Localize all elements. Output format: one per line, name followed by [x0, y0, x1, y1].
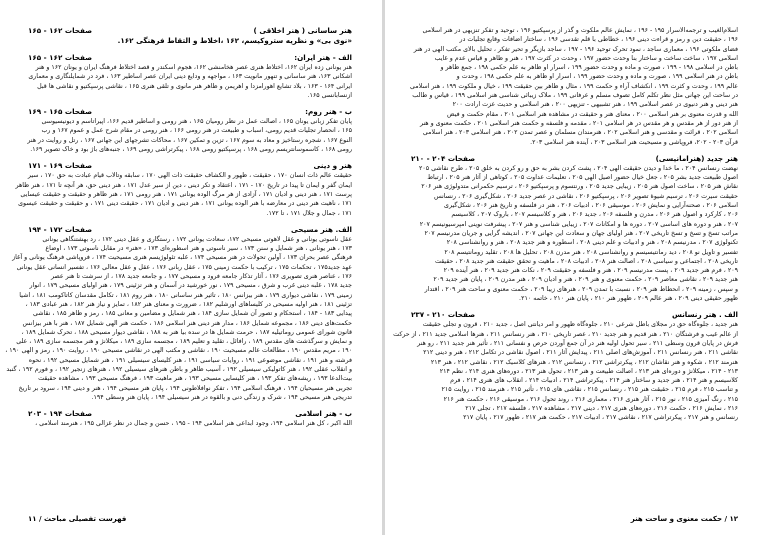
body-line: تفسیر و تاویل نو ۲۰۸ ، دید رمانتیسیسم و روانشناسی ۲۰۸ ، هنر مدرن ۲۰۸ ، تحلیل ها ۲۰۸ ، تقلید رومانتیسم ۲۰۸ [444, 248, 738, 256]
body-line: ۱۷۳ ، هنر یونانی ، هنر شمایل و سنن ۱۷۳ ، سیر ناسوتی و هنر اسطوره‌ای ۱۷۳ ، «هنر» در مقابل ناسوتی ۱۷۳ ، اوضاع [45, 245, 352, 253]
body-line: ۲۱۳ - ۲۱۴ ، میکلانژ و دوره‌ای هنر ۲۱۳ ، اصالت طبیعت و هنر ۲۱۳ ، تحول هنر ۲۱۳ ، دوره‌های هنری ۲۱۴ ، نظم ۲۱۴ [439, 367, 738, 375]
body-line: پایان تفکر زبانی یونان ۱۶۵ ، اصالت عمل در نظر رومیان ۱۶۵ ، هنر رومی و اساطیر قدیم ۱۶۶، اپیراتاسم و دیونیسیوسی [41, 118, 352, 126]
section-title: الف . هنر رنسانس [671, 310, 738, 320]
section-heading [411, 154, 738, 164]
body-line: ظهور حقیقی دینی ۲۰۹ ، هنر عالم ۲۰۹ ، ظهور هنر ۲۱۰ ، پایان هنر ۲۱۰ ، خاتمه ۲۱۰. [519, 295, 738, 303]
body-line: باطن در اسلامی ۱۹۸ - ۱۹۹ ، صورت و ماده و وحدت حضور ۱۹۹ ، اسرار او ظاهر به علم حکمی ۱۹۸ ، جمع ظاهر و [440, 64, 738, 72]
body-line: ۱۷۶ ، عناصر هنری تصویری ۱۷۶ ، آثار تذکار جامعه فرود و مسیحی ۱۷۷ ، و جامعه جدید ۱۷۸ ، از سرشت تا هنر عصر [50, 273, 352, 281]
body-line: پرست ۱۷۱ ، هنر دینی و ادیان ۱۷۱ ، آزادی از هر مرگ الوده یونانی ۱۷۱ ، هنر رومی ۱۷۱ ، هنر ظاهر و حقیقت و حقیقت عیسایی [20, 190, 352, 198]
body-line: عالم ۱۹۹ ، وحدت و کثرت ۱۹۹ ، انکشاف آراء و حکمت ۱۹۹ ، مثال و ظاهر بین حقیقت ۱۹۹ ، خیال و ملکوت ۱۹۹ ، هنر اسلامی [410, 82, 738, 90]
body-line: اشکانی ۱۶۳، هنر ساسانی و تنهور مانویت ۱۶۳ ، مواجهه و ودایع دینی ایران عصر اساطیر ۱۶۳ ، فرد در شمایلنگاری و معماری [28, 73, 352, 81]
body-line: حقیقت عالم ذات انسان ۱۷۰ ، حقیقت ، ظهور و الکشاف حقیقت ذات الهی ۱۷۰ ، سابقه وتالاب قیام عبادت به حق ۱۷۰ ، سیر [27, 172, 352, 180]
body-line: ۱۹۰ ، مریم مقدس ۱۹۰ ، مطالعات عالم مسیحیت ۱۹۰ ، نقاشی و مکتب الهی در نقاشی مسیحی ۱۹۰ ، روایت ۱۹۰ ، رمز و الهی ۱۹۰ ، [5, 347, 352, 355]
right-page [385, 0, 768, 535]
toc-section [28, 26, 352, 46]
section-title: الف. هنر مسیحی [291, 224, 352, 234]
section-body [28, 419, 352, 428]
body-line: تکنولوژی ۲۰۷ ، مدرنیسم ۲۰۸ ، هنر و ادبیات و علم دینی ۲۰۸ ، اسطوره و هنر جدید ۲۰۸ ، هنر و روانشناسی ۲۰۸ [446, 239, 738, 247]
body-line: فرشته و هنر ۱۹۱ ، نقاشی موضوعی ۱۹۱ ، روایات سیاسی ۱۹۱ ، هنر کلیسای سیسیلی ۱۹۱ ، هنر شمایل مسیحی ۱۹۲ ، نحوه [28, 356, 352, 364]
body-line: ۲۰۶ ، کارکرد و اصول هنر ۲۰۶ ، مدرن و فلسفه ۲۰۶ ، جدید ۲۰۶ ، هنر و کلاسیسم ۲۰۷ ، باروک ۲۰۷ ، کلاسیسم [451, 211, 738, 219]
section-heading [411, 310, 738, 320]
section-body [28, 63, 352, 100]
body-line: در ساحت این جهانی مثل نظر تکلم کامل تصوف مسلم و عرفانی ۱۹۹ ، ملاک زیبائی شناسی هنر اسلامی ۱۹۹ ، قیاس و طالب [412, 92, 738, 100]
body-line: و انقلاب عقلی ۱۹۲ ، هنر کاتولیکی سیسیلی ۱۹۲ ، آسیب ظاهر و باطن هنرهای سیسیلی ۱۹۲ ، هنرهای زنجیر ۱۹۲ ، و فورم ۱۹۲ ، گنبد [6, 366, 352, 374]
body-line: هنر جدید ۲۰۹ ، نقاشی معاصر ۲۰۹ ، حکمت معنوی و هنر ۲۰۹ ، هنر و ادیان ۲۰۹ ، هنر مدرن ۲۰۹ ، پایان هنر جدید ۲۰۹ [433, 276, 738, 284]
toc-section [15, 161, 352, 217]
section-title: هنر ساسانی ( هنر اخلاقی ) [253, 26, 352, 35]
body-line: ازنسابانسی ۱۶۵. [307, 91, 352, 99]
body-line: مراتب تسخ و تسخ و تسخ تاریخی ۲۰۷ ، هنر اولیای جهان و سعادت این جهانی ۲۰۷ ، اندیشه گرایی و جریان مدرنیسم ۲۰۷ [424, 229, 738, 237]
body-line: فضای ملکوتی ۱۹۶ ، معماری ساجد ، نمود تحرک توحید ۱۹۶ - ۱۹۷ ، ساجد بازیگر و تحیر تفکر ، تحلیل بالای مکتب الهی در هنر [413, 45, 738, 53]
toc-section [411, 26, 738, 147]
body-line: هنر یونانی زده ایران ۱۶۲، اختلاط هنری عصر هخامنشی ۱۶۲، هجوم اسکندر و قصد اختلاط فرهنگ ایران و یونان ۱۶۲ و هنر [35, 64, 352, 71]
section-body [393, 320, 738, 422]
section-body [15, 171, 352, 217]
section-page-range: صفحات ۱۶۹ - ۱۷۱ [28, 161, 93, 171]
body-line: حقیقت سیرت ۲۰۶ ، ترسیم شیوهٔ تصویر ۲۰۶ ، پرسپکتیو ۲۰۶ ، نقاشی در عصر جدید ۲۰۶ ، شکل‌گیری ۲۰۶ ، رنسانس [433, 192, 738, 200]
body-line: و تناسب ۲۱۵ ، فرم ۲۱۵ ، حقیقت هنر ۲۱۵ ، رنسانس ۲۱۵ ، نقاشی های ۲۱۵ ، تأثیر ۲۱۵ ، هنرمند ۲۱۵ ، روایت ۲۱۵ [441, 386, 738, 394]
body-line: عهد جدید۱۷۵ ، تحکمات ۱۷۵ ، ترکیب با حکمت زمینی ۱۷۵ ، عقل ربانی ۱۷۶ ، عقل و عقل معالی ۱۷۶ ، تفسیر انسانی عقل یونانی [16, 263, 352, 271]
body-line: اسلامی ۲۰۶ ، صحنه‌آرایی و نمایش ۲۰۶ ، موسیقی ۲۰۶ ، ادبیات ۲۰۶ ، هنر در فلسفه و تاریخ هنر ۲۰۶ ، شکل‌گیری [444, 202, 738, 210]
body-line: تدریجی هنر مسیحی ۱۹۴ ، شرک و زندگی دنی و بالقوه در هنر سیسیلی ۱۹۴ ، پایان هنر وسطی ۱۹۴. [91, 393, 352, 401]
body-line: زمینی ۱۷۹ ، نقاشی دیواری ۱۷۹ ، هنر بیزانس ۱۸۰ ، تاثیر هنر ساسانی ۱۸۰ ، هنر روم ۱۸۱ ، تکامل مقدسان کاتاکومب ۱۸۱ ، اشیا [19, 291, 352, 299]
page-folio: ۱۲ / حکمت معنوی و ساحت هنر [630, 515, 738, 523]
toc-section [411, 154, 738, 303]
page-folio: فهرست تفصیلی مباحث / ۱۱ [28, 515, 127, 523]
section-page-range: صفحات ۱۷۲ - ۱۹۴ [28, 224, 93, 234]
body-line: ۲۱۵ ، رنگ آمیزی ۲۱۵ ، نور ۲۱۵ ، آثار هنری ۲۱۶ ، معماری ۲۱۶ ، روند تحول ۲۱۶ ، موسیقی ۲۱۶ ، حکمت هنر ۲۱۶ [443, 395, 738, 403]
body-line: از عالم غیب و فرشتگان ۲۱۰ ، هنر قدیم و هنر جدید ۲۱۰ ، عصر تاریخی ۲۱۰ ، هنر رنسانس ۲۱۱ ، هنرها اسلامی جدید ۲۱۱ ، از حرکت [393, 330, 738, 338]
section-body [411, 26, 738, 147]
section-title: هنر و دینی [313, 161, 352, 171]
body-line: نهضت رنسانس ۲۰۴ ، ما خدا و دیدن حقیقت الهی ۲۰۴ ، پشت کردن بشر به حق و رو کردن به خلق ۲۰۵ ، طرح نقاشی ۲۰۵ [418, 164, 738, 172]
body-line: رنسانس و هنر ۲۱۷ ، پیکرتراشی ۲۱۷ ، نقاشی ۲۱۷ ، ادبیات ۲۱۷ ، حکمت هنر ۲۱۷ ، ظهور ۲۱۷ ، پایان ۲۱۷ [463, 414, 738, 422]
body-line: و سپس ، زمینه ۲۰۹ ، انحطاط هنر ۲۰۹ ، نسبت با تمدن ۲۰۹ ، هنرهای زیبا ۲۰۹ ، حکمت معنوی و ساحت هنر ۲۰۹ ، اقتدار [424, 285, 738, 293]
body-line: نقاش هنر ۲۰۵ ، ساخت اصول هنر ۲۰۵ ، زیبایی جدید ۲۰۵ ، ورنتسوم و پرسپکتیو ۲۰۶ ، ترسیم حکمرانی متدولوژی هنر ۲۰۶ [421, 183, 738, 191]
section-heading [28, 161, 352, 171]
body-line: ۱۹۶ ، حقیقت دین و رمز و قراءت دینی ۱۹۶ ، خطاطی با قلم تقدسی ۱۹۶ ، ساختار اضافات وقایع تجلیات در [459, 36, 738, 44]
body-line: بیت‌الدعا ۱۹۳ ، ریشه‌های تفکر ۱۹۳ ، هنر کلیسایی مسیحی ۱۹۳ ، هنر ماهیت ۱۹۳ ، فرهنگ مسیحی ۱۹۳ ، مشاهده حقیقت [38, 375, 352, 383]
toc-section [5, 224, 352, 402]
body-line: اسلامی ۱۹۷ ، ساخت ساخت و ساختار بنا وحدت حضور ۱۹۷ ، وحدت در کثرت ۱۹۷ ، هنر و ظاهر و قیاس عدم و غایب [434, 54, 738, 62]
toc-section [393, 310, 738, 422]
body-line: عقل ناسوتی یونانی و عقل لاهوتی مسیحی ۱۷۲، سعادت یونانی ۱۷۲ ، رستگاری و عقل دینی ۱۷۲ ، رد بهشتنگاهی یونانی [42, 235, 352, 243]
body-line: هنر دینی و هنر دنیوی در عصر اسلامی ۱۹۹ ، هنر تشبیهی - تنزیهی ۲۰۰ ، هنر اسلامی و حدیث عزت ارادت ۲۰۰ [452, 101, 738, 109]
body-line: ۲۰۹ ، فرم هنر جدید ۲۰۹ ، پست مدرنیسم ۲۰۹ ، هنر و فلسفه و حقیقت ۲۰۹ ، نکات هنر جدید ۲۰۹ ، هنر آینده ۲۰۹ [443, 267, 738, 275]
section-heading [28, 225, 352, 235]
body-line: هنر جدید ، جلوه‌گاه حق در مجلای باطل شرعی ۲۱۰ ، جلوه‌گاه ظهور و امر دیانتی اصل ، جدید ۲۱۰ ، قرون و تجلی حقیقت [422, 321, 738, 329]
body-line: اصول طبیعت جدید بشر ۲۰۵ ، جعل خیال حضور اصیل الهی ۲۰۵ ، تعلیمات عداوت ۲۰۵ ، کوتاهی از آثار هنر ۲۰۵ ، ارتباط [427, 174, 738, 182]
body-line: ایمان گفر و ایمان تا پیدا در تاریخ ۱۷۰ - ۱۷۱ ، اعتقاد و تکر دینی ، دین از سیر عدل ۱۷۱ ، هنر دینی حق، هر آنچه تا ۱۷۱ ، هنر ظاهر [15, 181, 352, 189]
section-subtitle: «نوی بی» و نظریه ستروکیسم، ۱۶۲ ،اخلاط و التقاط فرهنگی ۱۶۲. [117, 36, 352, 45]
body-line: الله اکبر ، کل هنر اسلامی ۱۹۴، وجود ابداعی هنر اسلامی ۱۹۴ - ۱۹۵ ، حسن و جمال در نظر غزالی ۱۹۵ ، هنرمند اسلامی ، [35, 420, 352, 428]
section-page-range: صفحات ۲۰۴ - ۲۱۰ [411, 153, 476, 163]
body-line: قرآن ۲۰۳ - ۲۰۲، فروپاشی و مسیحیت هنر اسلامی ۲۰۳ ، آینده هنر اسلامی ۲۰۳. [530, 138, 738, 146]
section-page-range: صفحات ۱۶۲ - ۱۶۵ [28, 26, 93, 35]
body-line: باطن در هنر اسلامی ۱۹۹ ، صورت و ماده و وحدت حضور ۱۹۹ ، اسرار او ظاهر به علم حکمی ۱۹۸ ، وحدت و [456, 73, 738, 81]
body-line: قانون شورای عمومی روماتیلیه ۱۸۷ ، حرمت شمایل ها در سده بیا هنر به ۱۸۸ ، نقاشی دیوار مسیحی ۱۸۸ ، تحرک شمایل ۱۸۹ ، [21, 328, 352, 336]
section-title: ب - هنر روم: [305, 107, 352, 117]
section-body [411, 164, 738, 303]
toc-section [28, 53, 352, 100]
body-line: رومی ۱۶۸ ، کاسموسانتریسم رومی ۱۶۸ ، پرسپکتیو رومی ۱۶۸ ، پیکرتراشی رومی ۱۶۹ ، جنبه‌های باژ بود و خاک تصویر ۱۶۹. [30, 146, 352, 154]
body-line: حکمت‌های دینی ۱۸۶ ، مجموعه شمایل ۱۸۶ ، مدار هنر دینی هنر اسلامی ۱۸۶ ، حکمت هنر الهی شمایل ۱۸۷ ، هنر با هنر بیزانس [22, 319, 352, 327]
toc-section [28, 409, 352, 428]
section-page-range: صفحات ۱۶۲ - ۱۶۵ [28, 53, 93, 62]
body-line: پیدایی ۱۸۳ - ۱۸۴ ، استحکام و تصور آن شمایل سازی ۱۸۴ ، هنر شمایل و مضامین و معانی ۱۸۵ ، رمز و ظاهر ۱۸۵ ، نقاشی [32, 310, 352, 318]
body-line: تزئینی ۱۸۱ ، هنر اولیه مسیحی در کلیساهای اورشلیم ۱۸۲ ، ضرورت و معنای هنر ۱۸۲ ، تمایز و نیاز هنر ۱۸۲ ، هنر عبادی ۱۸۳ ، [25, 300, 352, 308]
body-line: جدید ۱۷۸ ، غلبه دینی غرب و شرق ، مسیحی ۱۷۹ ، نور خورشید در آسمان و هنر تزئینی ۱۷۹ ، هنر اولیای مسیحی ۱۷۹ ، انوار [29, 282, 352, 290]
section-heading [28, 409, 352, 419]
body-line: نقاشی ۲۱۱ ، هنر رنسانس ۲۱۱ ، آموزش‌های اصلی ۲۱۱ ، پیدایش آثار ۲۱۱ ، اصول نقاشی در تکامل ۲۱۲ ، هنر و دینی ۲۱۲ [423, 349, 738, 357]
section-page-range: صفحات ۱۶۵ - ۱۶۹ [28, 107, 93, 117]
body-line: الله و قدرت معنوی بر هنر اسلامی ۲۰۰ ، معنای هنر و حقیقت در مشاهده هنر اسلامی ۲۰۱ ، مقام حکمت و فیض [447, 110, 738, 118]
section-heading [28, 107, 352, 117]
body-line: ۱۷۱ ، ناهیت هنر دینی در معارضه با هنر الوده یونانی ۱۷۱ ، هنر دینی و ادیان ۱۷۱ ، حقیقت دینی ۱۷۱ ، و حقیقت و حقیقت عیسوی [18, 200, 352, 208]
section-body [5, 235, 352, 402]
section-title: ب - هنر اسلامی [295, 409, 352, 419]
body-line: از هنر دور از هر مقدس و هر مقدس در هر اسلامی ۲۰۱ ، مقدمه و فلسفه و حکمت هنر اسلامی ۲۰۱ ، حکمت معنوی و هنر [419, 119, 738, 127]
body-line: ۱۷۱ ، جمال و جلال ۱۷۱ ، تا ۱۷۲. [266, 209, 352, 217]
body-line: کلاسیسم و هنر ۲۱۴ ، هنر جدید و ساختار هنر ۲۱۴ ، پیکرتراشی ۲۱۴ ، ادبیات ۲۱۴ ، انقلاب های هنری ۲۱۴ ، فرم [450, 377, 738, 385]
section-title: هنر جدید (هنرامانیسی) [655, 153, 738, 163]
body-line: و نمایش و سرگذشت های مقدس ۱۸۹ ، رافائل ، تقلید و تعلیم ۱۸۹ ، مجسمه سازی ۱۸۹ ، میکلانژ و هنر مجسمه سازی ۱۸۹ ، علی [16, 338, 352, 346]
body-line: ۲۱۶ ، نمایش ۲۱۶ ، حکمت ۲۱۶ ، دوره‌های هنری ۲۱۷ ، دینی ۲۱۷ ، مشاهده ۲۱۷ ، فلسفه ۲۱۷ ، تجلی ۲۱۷ [465, 404, 738, 412]
body-line: تجربی هنر مسیحیان ۱۹۴ ، فرهنگ اسلامی ۱۹۴ ، تفکر نوافلاطونی ۱۹۴ ، پایان هنر مسیحی ۱۹۴ ، هنر و دینی ۱۹۴ ، سرود بر تاریخ [18, 384, 352, 392]
body-line: فرش در پایان قرون وسطی ۲۱۱ ، سیر تحول اولیه هنر در آن جمع آوردن حرص و نفسانی ۲۱۱ ، تأثیر هنر جدید ۲۱۱ ، رو هنر [417, 339, 738, 347]
section-body [28, 117, 352, 154]
body-line: ایرانی ۱۶۴ - ۱۶۳ ، بلاد تشایع اهورامزدا و اهریمن و ظاهر هنر مانوی و تلقی هنری ۱۶۵ ، نقاشی پرسپکتیو و نقاشی ها قبل [37, 82, 352, 90]
section-heading [28, 53, 352, 63]
section-page-range: صفحات ۱۹۴ - ۲۰۳ [28, 409, 93, 419]
body-line: النوع ۱۶۷ ، شجره رستاخیز و معاد به سوم ۱۶۷ ، تزین و تمکین ۱۶۷ ، محاکات تشرجهای این جهانی ۱۶۷ ، رتل و روایت در هنر [27, 136, 352, 144]
body-line: اسلامی ۲۰۲ ، قرائت و مقدسی و هنر اسلامی ۲۰۲ ، هنرمندان مسلمان و عصر تمدن ۲۰۲ ، هنر اسلامی ۲۰۳ ، هنر اسلامی [422, 129, 738, 137]
body-line: اسلام‌الغیب و ترجمه‌الاسرار ۱۹۵ - ۱۹۶ ، نمایش عالم ملکوت و گذر از پرسپکتیو ۱۹۶ ، توحید و تفکر تنزیهی در هنر اسلامی [422, 27, 738, 34]
section-heading [28, 26, 352, 36]
body-line: ۱۶۵ ، انحصار تجلیات قدیم رومی، اسباب و طبیعت در هنر رومی ۱۶۶ ، هنر رومی در مقام شرح عمل و عموم ۱۶۷ و رب [41, 127, 352, 135]
section-page-range: صفحات ۲۱۰ - ۲۳۷ [411, 310, 476, 320]
section-title: الف - هنر ایران: [294, 53, 352, 62]
left-page [0, 0, 382, 535]
body-line: تاریخی ۲۰۸ ، اجتماعی و سیاسی ۲۰۸ ، اصالت هنر ۲۰۸ ، ادبیات ۲۰۸ ، ماهیت و تحقق حقیقت هنر جدید ۲۰۸ ، حقیقت [434, 257, 738, 265]
toc-section [28, 107, 352, 154]
body-line: هنرمند ۲۱۲ ، شکوه و هنر نقاشان ۲۱۲ ، پیکرتراشی ۲۱۲ ، رنسانس ۲۱۲ ، هنرهای کلاسیک ۲۱۲ ، نقاشی ۲۱۲ ، هنر ۲۱۳ [430, 358, 738, 366]
body-line: ۲۰۷ ، هنر و دوره های اساسی ۲۰۷ ، دوره ها و امکانات ۲۰۷ ، زیبایی شناسی و هنر ۲۰۷ ، پیشرفت نوینی امپرسیونیسم ۲۰۷ [419, 220, 738, 228]
body-line: فرهنگی عصر بحران ۱۷۳ ، آولین تحولات در هنر مسیحی ۱۷۴ ، غلبه تئولوژیسم هنری مسیحیت ۱۷۴ ، فروپاشی فرهنگ یونانی و آغاز [12, 254, 352, 262]
